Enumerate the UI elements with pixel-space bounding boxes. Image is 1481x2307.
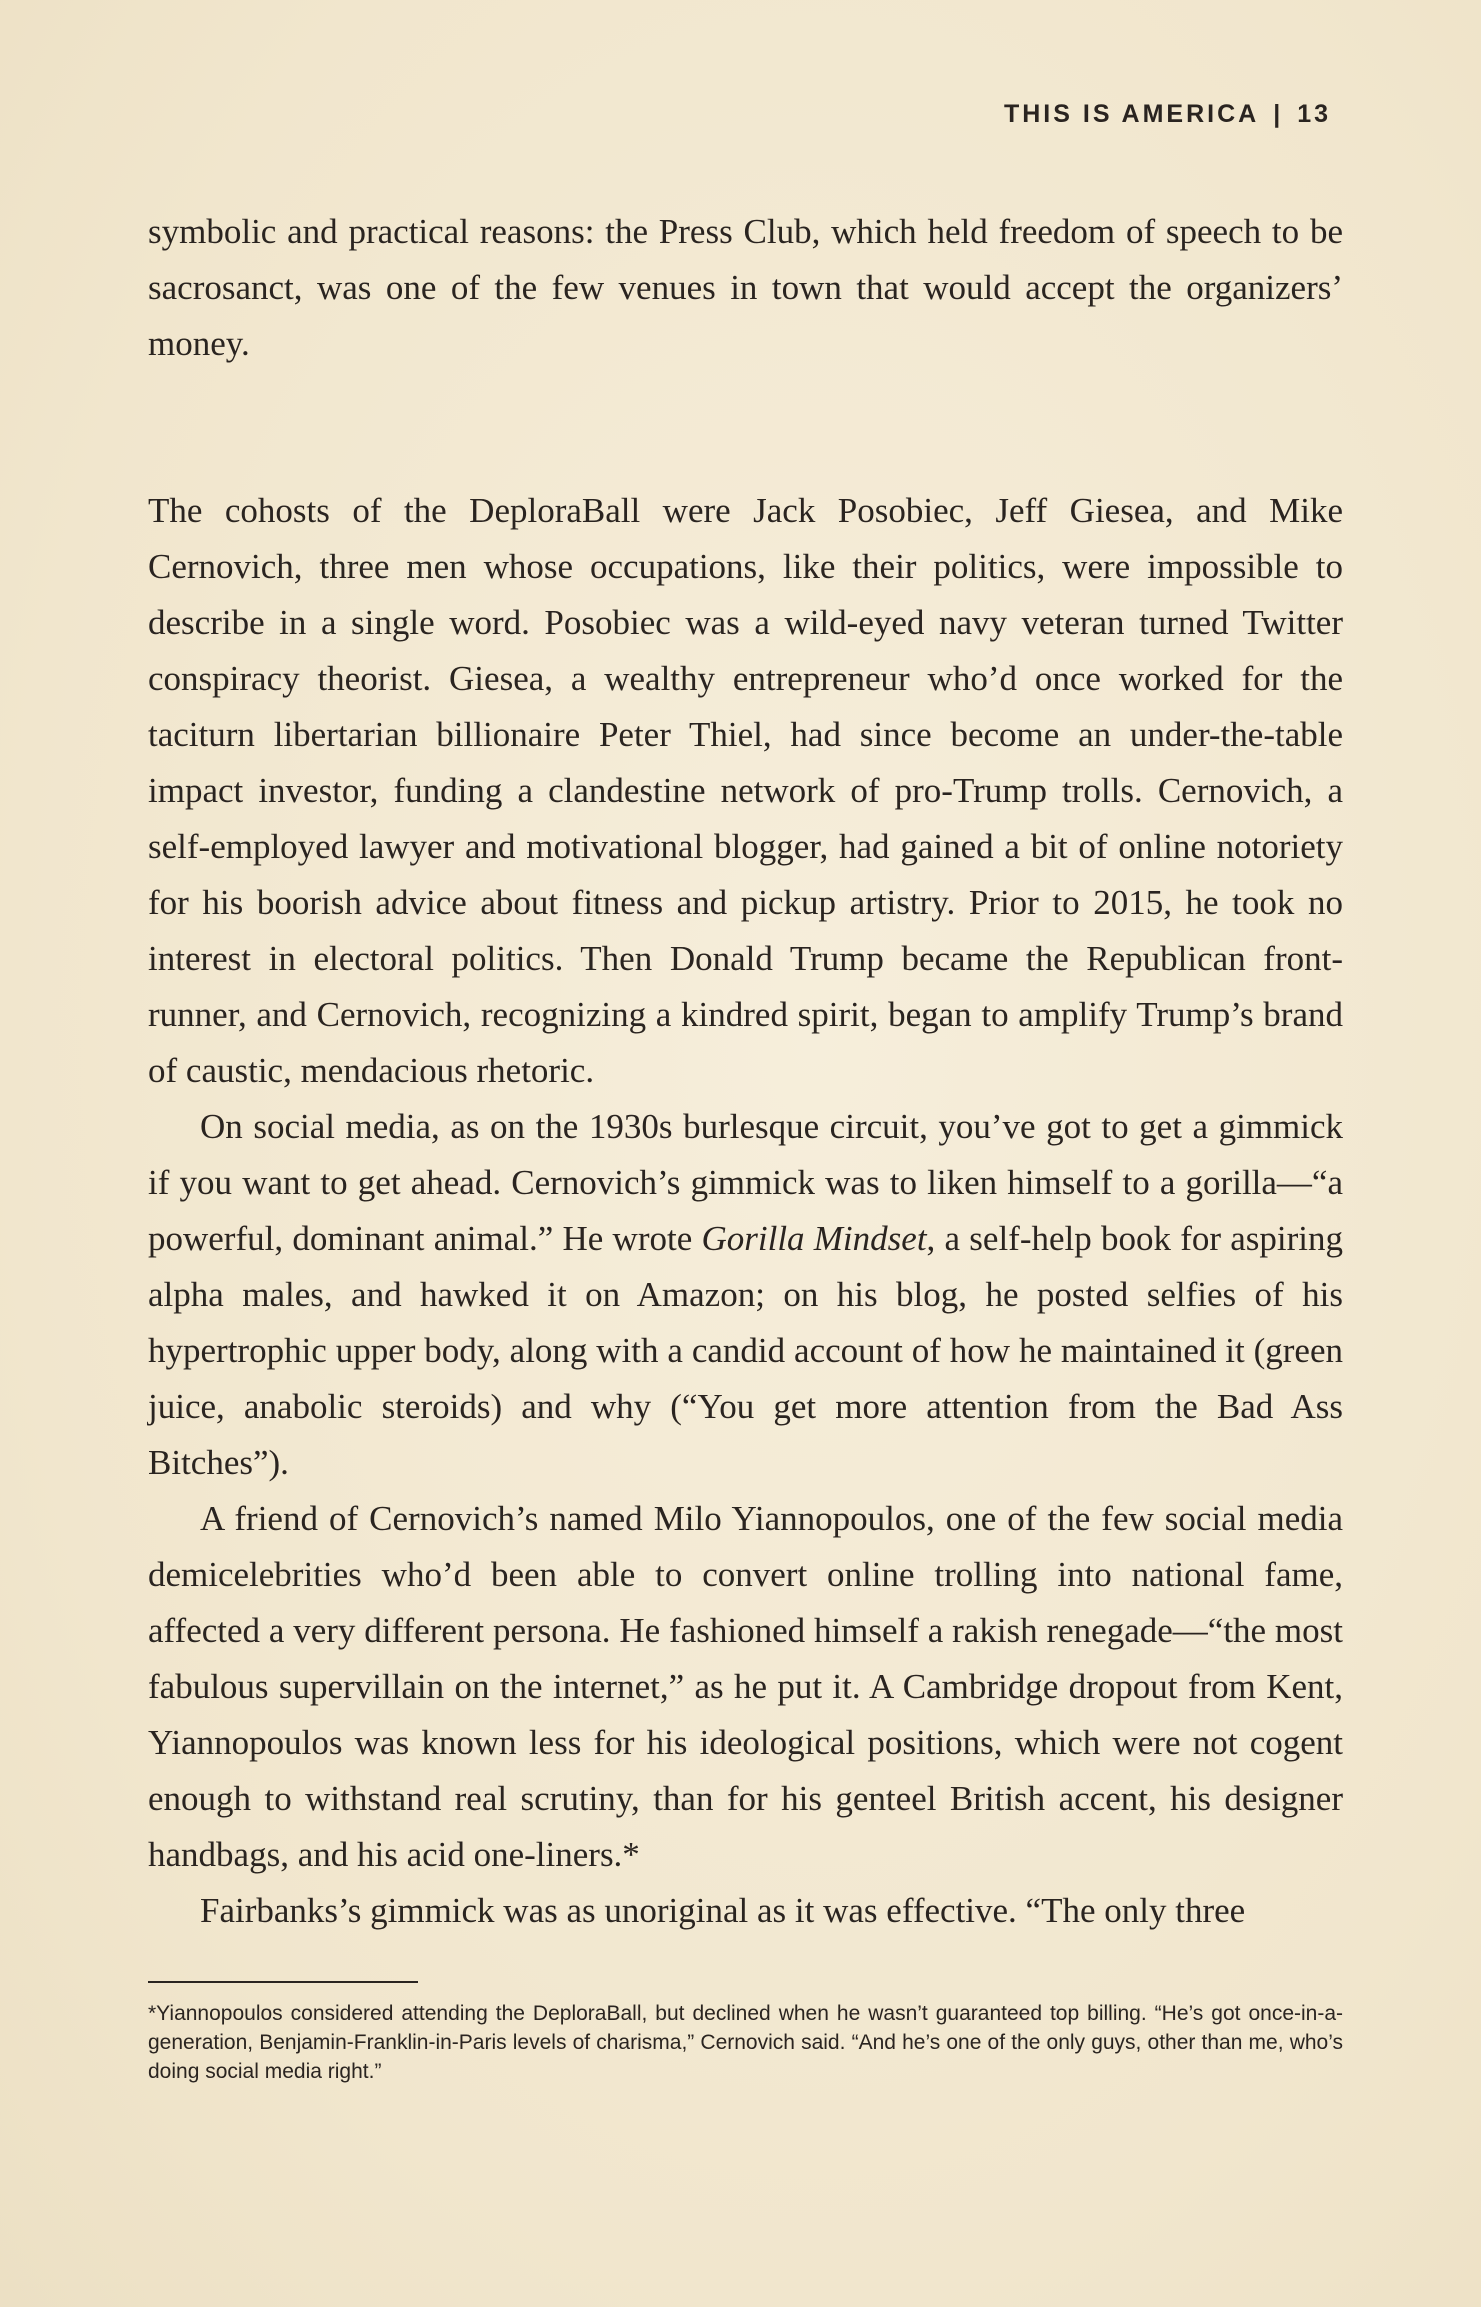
paragraph-gimmick xyxy=(148,1099,1343,1491)
body-text xyxy=(148,483,1343,1939)
footnote-divider xyxy=(148,1981,418,1983)
header-separator: | xyxy=(1273,100,1284,128)
running-head xyxy=(1004,100,1331,129)
chapter-title: THIS IS AMERICA xyxy=(1003,100,1260,128)
paragraph-milo: A friend of Cernovich’s named Milo Yiannopoulos, one of the few social media demicelebrities who’d been able to convert online trolling into national fame, affected a very different persona. He fashioned himself a rakish renegade—“the most fabulous supervillain on the internet,” as he put it. A Cambridge dropout from Kent, Yiannopoulos was known less for his ideological positions, which were not cogent enough to withstand real scrutiny, than for his genteel British accent, his designer handbags, and his acid one-liners.* xyxy=(148,1499,1343,1874)
paragraph-gimmick-part1: On social media, as on the 1930s burlesque circuit, you’ve got to get a gimmick if you want to get ahead. Cernovich’s gimmick was to liken himself to a gorilla—“a powerful, dominant animal.” He wrote xyxy=(148,1107,1343,1258)
continued-paragraph xyxy=(148,204,1343,372)
footnote: *Yiannopoulos considered attending the DeploraBall, but declined when he wasn’t guaranteed top billing. “He’s got once-in-a-generation, Benjamin-Franklin-in-Paris levels of charisma,” Cernovich said. “And he’s one of the only guys, other than me, who’s doing social media right.” xyxy=(148,2002,1343,2083)
paragraph-fairbanks: Fairbanks’s gimmick was as unoriginal as it was effective. “The only three xyxy=(200,1891,1246,1930)
page-number: 13 xyxy=(1297,100,1331,128)
paragraph-cohosts: The cohosts of the DeploraBall were Jack Posobiec, Jeff Giesea, and Mike Cernovich, three men whose occupations, like their politics, were impossible to describe in a single word. Posobiec was a wild-eyed navy veteran turned Twitter conspiracy theorist. Giesea, a wealthy entrepreneur who’d once worked for the taciturn libertarian billionaire Peter Thiel, had since become an under-the-table impact investor, funding a clandestine network of pro-Trump trolls. Cernovich, a self-employed lawyer and motivational blogger, had gained a bit of online notoriety for his boorish advice about fitness and pickup artistry. Prior to 2015, he took no interest in electoral politics. Then Donald Trump became the Republican front-runner, and Cernovich, recognizing a kindred spirit, began to amplify Trump’s brand of caustic, mendacious rhetoric. xyxy=(148,491,1343,1090)
paragraph-gimmick-part2: , a self-help book for aspiring alpha males, and hawked it on Amazon; on his blog, he posted selfies of his hypertrophic upper body, along with a candid account of how he maintained it (green juice, anabolic steroids) and why (“You get more attention from the Bad Ass Bitches”). xyxy=(148,1219,1343,1482)
book-title: Gorilla Mindset xyxy=(701,1219,927,1258)
paragraph-continued: symbolic and practical reasons: the Press Club, which held freedom of speech to be sacrosanct, was one of the few venues in town that would accept the organizers’ money. xyxy=(148,212,1343,363)
